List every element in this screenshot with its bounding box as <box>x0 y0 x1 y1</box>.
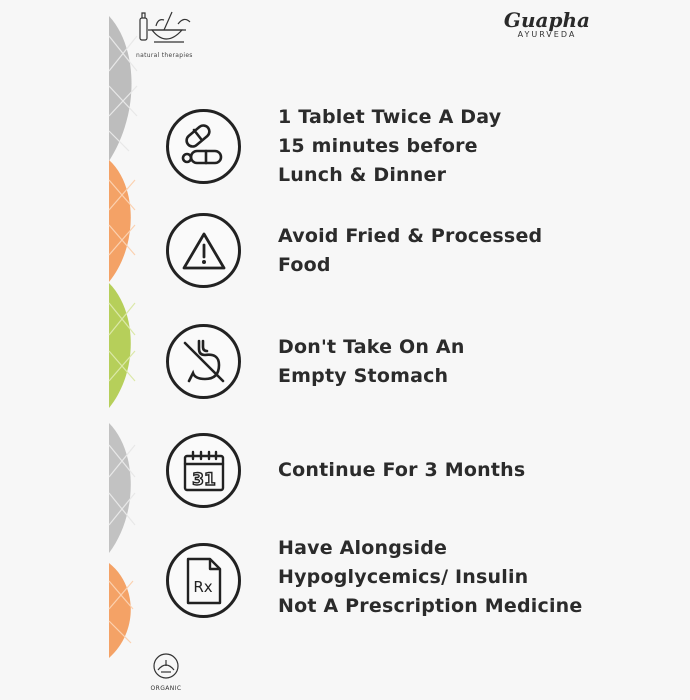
organic-seal-icon <box>152 652 180 680</box>
instruction-line: Lunch & Dinner <box>278 164 447 186</box>
pills-icon <box>166 109 241 184</box>
leaf-orange-decoration-2 <box>107 563 141 658</box>
mortar-pestle-icon <box>134 8 200 50</box>
instruction-text-diet <box>278 222 542 280</box>
warning-icon <box>166 213 241 288</box>
instruction-line: Continue For 3 Months <box>278 459 526 481</box>
guapha-ayurveda-logo <box>504 10 590 39</box>
organic-badge <box>143 652 189 692</box>
no-empty-stomach-icon <box>166 324 241 399</box>
brand-subtitle: AYURVEDA <box>517 30 577 39</box>
leaf-green-decoration <box>107 283 141 408</box>
calendar-day-number: 31 <box>191 469 216 490</box>
brand-tagline: natural therapies <box>136 52 193 59</box>
organic-label: ORGANIC <box>150 685 182 692</box>
instruction-line: Don't Take On An <box>278 335 465 358</box>
natural-therapies-logo <box>134 8 204 60</box>
instruction-line: Avoid Fried & Processed <box>278 224 543 247</box>
instruction-line: 1 Tablet Twice A Day <box>278 106 502 128</box>
instruction-line: Food <box>278 253 331 276</box>
instruction-line: Empty Stomach <box>278 364 449 387</box>
instruction-row-dosage <box>166 103 501 190</box>
leaf-orange-decoration <box>107 160 141 282</box>
instruction-text-dosage <box>278 103 501 190</box>
brand-wordmark: Guapha <box>503 8 590 32</box>
instruction-text-duration <box>278 456 525 485</box>
instruction-line: Hypoglycemics/ Insulin <box>278 566 529 588</box>
instruction-row-duration <box>166 433 525 508</box>
calendar-icon <box>166 433 241 508</box>
rx-symbol: Rx <box>192 577 213 596</box>
instruction-line: Not A Prescription Medicine <box>278 595 583 617</box>
instruction-line: 15 minutes before <box>278 135 478 157</box>
instruction-row-stomach <box>166 324 465 399</box>
instruction-text-stomach <box>278 333 465 391</box>
instruction-row-diet <box>166 213 542 288</box>
instruction-row-prescription <box>166 537 583 621</box>
prescription-icon <box>166 543 241 618</box>
instruction-line: Have Alongside <box>278 537 448 559</box>
instruction-text-prescription <box>278 534 583 621</box>
leaf-grey-decoration-2 <box>107 423 141 553</box>
